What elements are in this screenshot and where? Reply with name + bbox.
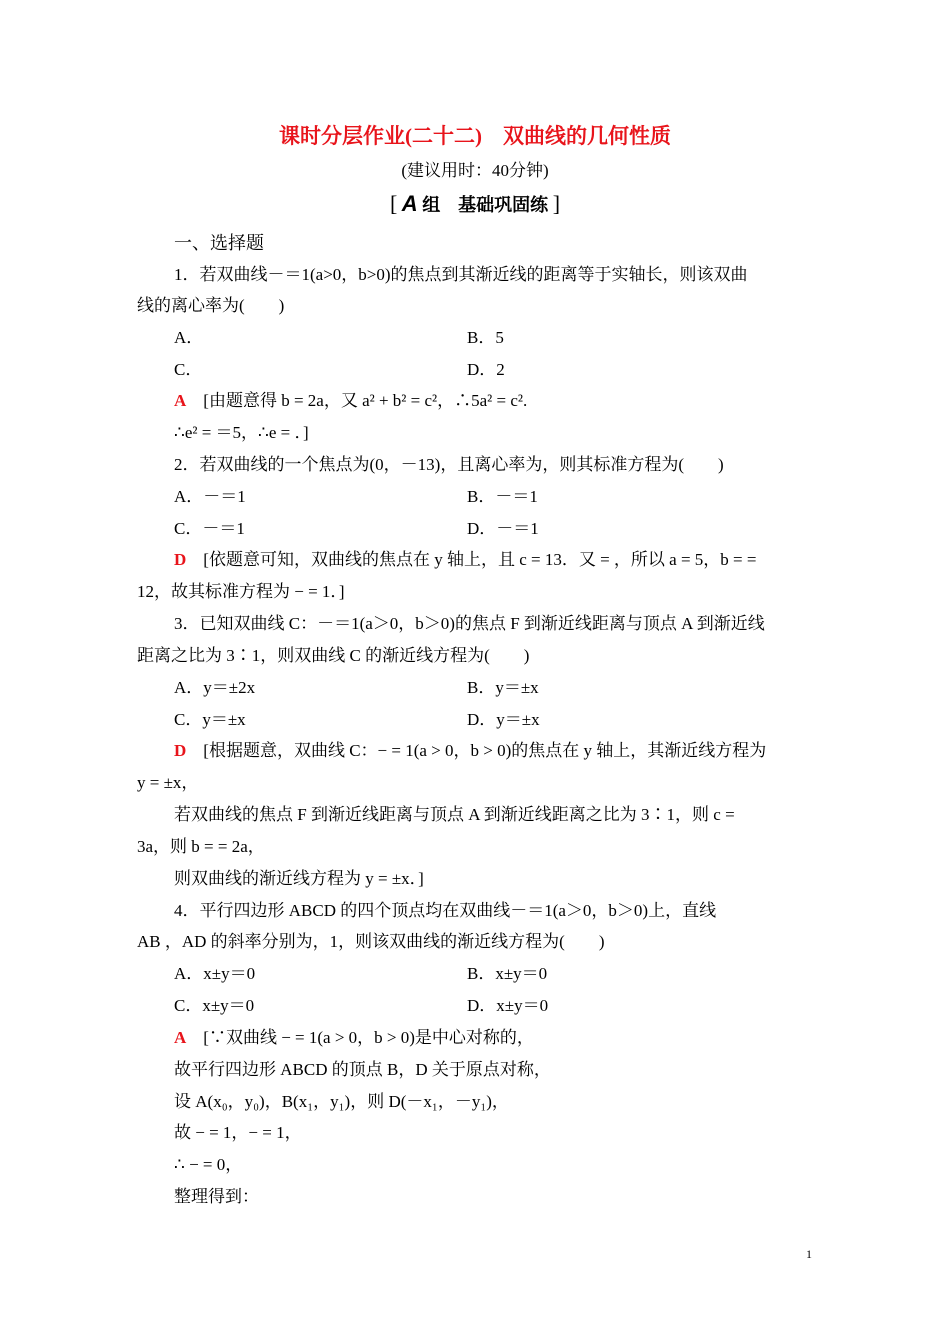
text-line [467, 518, 539, 540]
text-line [174, 359, 202, 381]
line-text: 设 A(x₀，y₀)，B(x₁，y₁)，则 D(－x₁，－y₁)， [174, 1092, 509, 1111]
page-title: 课时分层作业(二十二) 双曲线的几何性质 [279, 124, 671, 148]
line-text: D．y＝±x [467, 710, 540, 729]
group-bracket-close: ] [552, 191, 561, 216]
line-text: A．x±y＝0 [174, 964, 256, 983]
text-line [137, 931, 605, 953]
answer-letter: A [174, 1028, 187, 1047]
text-line [174, 1154, 242, 1176]
line-text: C．－＝1 [174, 519, 245, 538]
line-text: [依题意可知，双曲线的焦点在 y 轴上，且 c = 13．又 = ，所以 a = 5，b = = [186, 550, 757, 569]
text-line [174, 995, 254, 1017]
text-line [174, 963, 255, 985]
text-line [467, 327, 504, 349]
group-heading [0, 191, 950, 217]
text-line [137, 836, 265, 858]
line-text: C．x±y＝0 [174, 996, 255, 1015]
text-line [174, 868, 424, 890]
line-text: 4．平行四边形 ABCD 的四个顶点均在双曲线－＝1(a＞0，b＞0)上，直线 [174, 901, 717, 920]
group-letter: A [401, 191, 418, 216]
text-line [174, 264, 748, 286]
line-text: C． [174, 360, 203, 379]
text-line [174, 454, 724, 476]
section-heading: 一、选择题 [174, 233, 264, 253]
answer-letter: A [174, 391, 187, 410]
line-text: [根据题意，双曲线 C：− = 1(a > 0，b > 0)的焦点在 y 轴上，其渐近线方程为 [186, 741, 767, 760]
line-text: 3a，则 b = = 2a， [137, 837, 265, 856]
line-text: [∵双曲线 − = 1(a > 0，b > 0)是中心对称的， [186, 1028, 534, 1047]
line-text: 线的离心率为( ) [137, 296, 285, 315]
text-line [137, 772, 198, 794]
page-number: 1 [806, 1247, 812, 1261]
answer-letter: D [174, 550, 187, 569]
text-line [174, 804, 735, 826]
text-line [174, 518, 245, 540]
line-text: B．y＝±x [467, 678, 539, 697]
text-line [174, 740, 766, 762]
line-text: ∴e² = ＝5，∴e = ．] [174, 423, 309, 442]
line-text: y = ±x， [137, 773, 199, 792]
line-text: ∴ − = 0， [174, 1155, 243, 1174]
text-line [174, 549, 756, 571]
text-line [174, 1122, 302, 1144]
text-line [467, 359, 505, 381]
line-text: 1．若双曲线－＝1(a>0，b>0)的焦点到其渐近线的距离等于实轴长，则该双曲 [174, 265, 748, 284]
line-text: A． [174, 328, 204, 347]
text-line [174, 1027, 534, 1049]
line-text: A．－＝1 [174, 487, 246, 506]
line-text: B．x±y＝0 [467, 964, 548, 983]
text-line [467, 995, 548, 1017]
text-line [174, 422, 309, 444]
line-text: D．x±y＝0 [467, 996, 549, 1015]
line-text: A．y＝±2x [174, 678, 256, 697]
line-text: B．5 [467, 328, 504, 347]
line-text: 故 − = 1，− = 1， [174, 1123, 302, 1142]
line-text: B．－＝1 [467, 487, 538, 506]
line-text: 3．已知双曲线 C：－＝1(a＞0，b＞0)的焦点 F 到渐近线距离与顶点 A 到渐近线 [174, 614, 765, 633]
group-bracket-open: [ [389, 191, 398, 216]
line-text: D．2 [467, 360, 505, 379]
text-line [174, 327, 203, 349]
text-line [137, 645, 529, 667]
line-text: 则双曲线的渐近线方程为 y = ±x．] [174, 869, 424, 888]
line-text: C．y＝±x [174, 710, 246, 729]
text-line [174, 390, 527, 412]
time-hint: (建议用时：40分钟) [401, 161, 549, 180]
group-label: 组 基础巩固练 [422, 195, 549, 215]
line-text: 若双曲线的焦点 F 到渐近线距离与顶点 A 到渐近线距离之比为 3∶1，则 c = [174, 805, 735, 824]
text-line [174, 900, 716, 922]
text-line [174, 1059, 551, 1081]
line-text: [由题意得 b = 2a，又 a² + b² = c²，∴5a² = c². [186, 391, 528, 410]
line-text: AB ，AD 的斜率分别为，1，则该双曲线的渐近线方程为( ) [137, 932, 605, 951]
text-line [174, 709, 246, 731]
text-line [137, 295, 284, 317]
text-line [174, 677, 255, 699]
text-line [467, 709, 540, 731]
line-text: 距离之比为 3∶1，则双曲线 C 的渐近线方程为( ) [137, 646, 530, 665]
line-text: 12，故其标准方程为 − = 1．] [137, 582, 345, 601]
answer-letter: D [174, 741, 187, 760]
line-text: 2．若双曲线的一个焦点为(0，－13)，且离心率为，则其标准方程为( ) [174, 455, 724, 474]
line-text: 故平行四边形 ABCD 的顶点 B，D 关于原点对称， [174, 1060, 551, 1079]
text-line [137, 581, 345, 603]
text-line [174, 486, 246, 508]
text-line [174, 1186, 259, 1208]
line-text: D．－＝1 [467, 519, 539, 538]
text-line [467, 963, 547, 985]
text-line [467, 677, 539, 699]
line-text: 整理得到： [174, 1187, 259, 1206]
text-line [174, 613, 765, 635]
text-line [467, 486, 538, 508]
text-line [174, 1091, 509, 1113]
